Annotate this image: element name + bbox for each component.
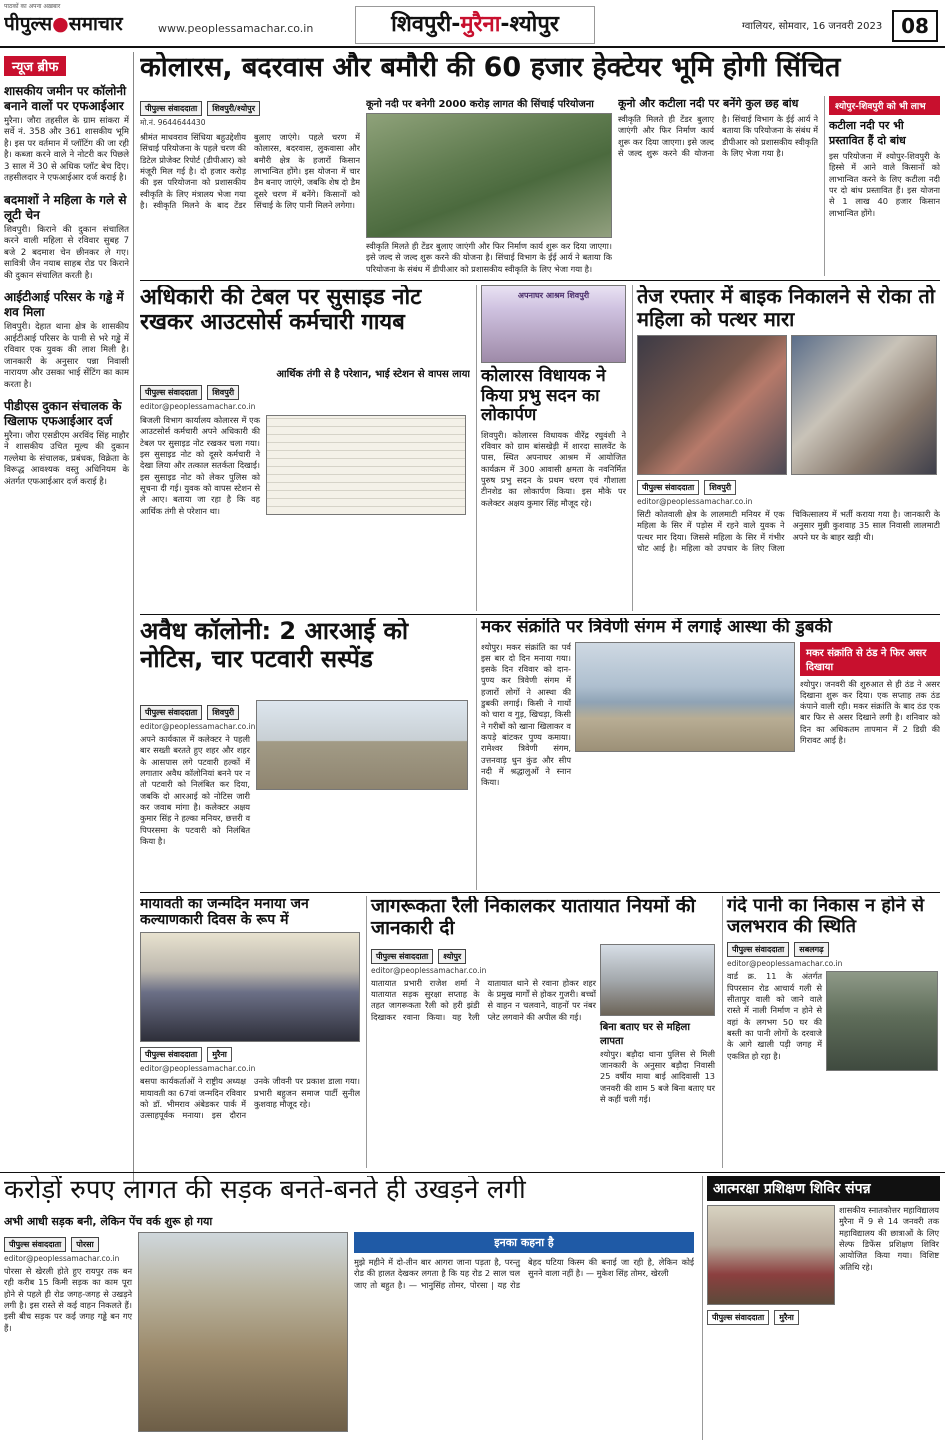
brand-suffix: समाचार xyxy=(68,13,123,35)
story11-headline: आत्मरक्षा प्रशिक्षण शिविर संपन्न xyxy=(707,1176,940,1201)
site-url: www.peoplessamachar.co.in xyxy=(158,22,314,35)
story10-byline: पीपुल्स संवाददाता xyxy=(4,1237,66,1252)
divider xyxy=(140,280,940,281)
brief-text: मुरैना। जौरा एसडीएम अरविंद सिंह माहौर ने शासकीय उचित मूल्य की दुकान गल्लेथा के संचालक, प्रबंधक, विक्रेता के विरूद्ध आवश्यक वस्तु अधिनियम के अंतर्गत एफआईआर दर्ज कराई है। xyxy=(4,430,129,487)
divider xyxy=(140,892,940,893)
story8-side-text: श्योपुर। बड़ौदा थाना पुलिस से मिली जानकारी के अनुसार बड़ौदा निवासी 25 वर्षीय माया बाई आदिवासी 13 जनवरी की शाम 5 बजे बिना बताए घर से कहीं चली गई। xyxy=(600,1048,715,1104)
story1-side-text: इस परियोजना में श्योपुर-शिवपुरी के हिस्से में आने वाले किसानों को लाभान्वित करने के लिए कटीला नदी पर दो बांध प्रस्तावित हैं। इस योजना से 1 लाख 40 हजार किसान लाभान्वित होंगे। xyxy=(829,151,940,218)
self-defense-camp-photo xyxy=(707,1205,835,1305)
photo-banner-text: अपनाघर आश्रम शिवपुरी xyxy=(517,291,590,300)
story9 xyxy=(722,896,940,1168)
story4-body: सिटी कोतवाली क्षेत्र के लालमाटी मनियर में एक महिला के सिर में पड़ोस में रहने वाले युवक ने पत्थर मार दिया। जिससे महिला के सिर में गंभीर चोट आई है। महिला को उपचार के लिए जिला चिकित्सालय में भर्ती कराया गया है। जानकारी के अनुसार मुन्नी कुशवाह 35 साल निवासी लालमाटी अपने घर के बाहर खड़ी थी। xyxy=(637,509,940,553)
story1-side-title: कटीला नदी पर भी प्रस्तावित हैं दो बांध xyxy=(829,119,906,147)
story4-headline: तेज रफ्तार में बाइक निकालने से रोका तो महिला को पत्थर मारा xyxy=(637,285,935,331)
story3-headline: कोलारस विधायक ने किया प्रभु सदन का लोकार्पण xyxy=(481,366,606,426)
suicide-note-photo xyxy=(266,415,466,515)
page-number: 08 xyxy=(892,10,938,42)
news-brief-label: न्यूज ब्रीफ xyxy=(4,56,66,76)
story9-byline: पीपुल्स संवाददाता xyxy=(727,942,789,957)
story8-side-title: बिना बताए घर से महिला लापता xyxy=(600,1021,690,1047)
story6-side-title: मकर संक्रांति से ठंड ने फिर असर दिखाया xyxy=(800,642,940,676)
story11 xyxy=(702,1176,940,1440)
story1-body: श्रीमंत माधवराव सिंधिया बहुउद्देशीय सिंचाई परियोजना के पहले चरण की डिटेल प्रोजेक्ट रिपोर्ट (डीपीआर) को मंजूरी मिल गई है। दो हजार करोड़ की इस परियोजना को प्रशासकीय स्वीकृति के लिए मंत्रालय भेजा गया है। स्वीकृति मिलने के बाद टेंडर बुलाए जाएंगे। पहले चरण में कोलारस, बदरवास, लुकवासा और बमौरी क्षेत्र के हजारों किसान लाभान्वित होंगे। इस योजना में चार डैम बनाए जाएंगे, जबकि शेष दो डैम दूसरे चरण में बनेंगे। किसानों को सिंचाई के लिए पानी मिलने लगेगा। xyxy=(140,132,360,210)
divider xyxy=(0,1172,945,1173)
story5-headline: अवैध कॉलोनी: 2 आरआई को नोटिस, चार पटवारी सस्पेंड xyxy=(140,618,409,673)
story10-body: पोरसा से खेरली होते हुए रायपुर तक बन रही करीब 15 किमी सड़क का काम पूरा होने से पहले ही रोड जगह-जगह से उखड़ने लगी है। इस रास्ते से कई वाहन निकलते हैं। इसी बीच सड़क पर कई जगह गड्ढे बन गए हैं। xyxy=(4,1266,132,1333)
story2-headline: अधिकारी की टेबल पर सुसाइड नोट रखकर आउटसोर्स कर्मचारी गायब xyxy=(140,285,422,336)
story1-byline: पीपुल्स संवाददाता xyxy=(140,101,202,116)
story7-place: मुरैना xyxy=(207,1047,232,1062)
accused-photo xyxy=(791,335,937,475)
masthead xyxy=(0,0,945,48)
story2-body: बिजली विभाग कार्यालय कोलारस में एक आउटसोर्स कर्मचारी अपने अधिकारी की टेबल पर सुसाइड नोट रखकर चला गया। इस सुसाइड नोट को दूसरे कर्मचारी ने देखा लिया और तत्काल सतर्कता दिखाई। इस सुसाइड नोट को लेकर पुलिस को सूचना दी गई। युवक को वापस स्टेशन से ले आए। बताया जा रहा है कि वह आर्थिक तंगी से परेशान था। xyxy=(140,415,260,516)
story2-email: editor@peoplessamachar.co.in xyxy=(140,402,256,411)
story10-quotes: मुझे महीने में दो-तीन बार आगरा जाना पड़ता है, परन्तु रोड की हालत देखकर लगता है कि यह रोड 2 साल चल जाए तो बहुत है। — भानुसिंह तोमर, पोरसा | यह रोड बेहद घटिया किस्म की बनाई जा रही है, लेकिन कोई सुनने वाला नहीं है। — मुकेश सिंह तोमर, खेरली xyxy=(354,1257,694,1290)
story1-side-label: श्योपुर-शिवपुरी को भी लाभ xyxy=(829,96,940,115)
story7-headline: मायावती का जन्मदिन मनाया जन कल्याणकारी दिवस के रूप में xyxy=(140,896,309,929)
story5-byline: पीपुल्स संवाददाता xyxy=(140,705,202,720)
dateline: ग्वालियर, सोमवार, 16 जनवरी 2023 xyxy=(742,21,883,32)
story4-email: editor@peoplessamachar.co.in xyxy=(637,497,753,506)
story9-body: वार्ड क्र. 11 के अंतर्गत पिपरसान रोड आचार्य गली से सीतापुर वाली को जाने वाले रास्ते में नाली निर्माण न होने से वहां के लगभग 50 घर की बस्ती का पानी लोगों के दरवाजे के आगे खाली पड़ी जगह में एकत्रित हो रहा है। xyxy=(727,971,822,1061)
story1-photo-title: कूनो नदी पर बनेगी 2000 करोड़ लागत की सिंचाई परियोजना xyxy=(366,99,594,110)
story7 xyxy=(140,896,360,1168)
story2-content xyxy=(140,366,470,611)
story1-headline: कोलारस, बदरवास और बमौरी की 60 हजार हेक्टेयर भूमि होगी सिंचित xyxy=(140,52,841,83)
banner-morena: मुरैना xyxy=(460,12,501,37)
story8-place: श्योपुर xyxy=(438,949,466,964)
story1-headline-box xyxy=(140,52,940,92)
story5-content xyxy=(140,700,470,888)
story4-byline: पीपुल्स संवाददाता xyxy=(637,480,699,495)
story1-place: शिवपुरी/श्योपुर xyxy=(207,101,260,116)
divider xyxy=(140,614,940,615)
story1-right xyxy=(618,96,818,276)
story1-mobile: मो.नं. 9644644430 xyxy=(140,118,206,127)
story5-email: editor@peoplessamachar.co.in xyxy=(140,722,256,731)
story3-body: शिवपुरी। कोलारस विधायक वीरेंद्र रघुवंशी ने रविवार को ग्राम बांसखेड़ी में शारदा सालवेंट के पास, स्थित अपनाघर आश्रम में आयोजित कार्यक्रम में 300 आवासी क्षमता के नवनिर्मित पुरुष प्रभु सदन के प्रथम चरण एवं गौशाला टीनशेड का लोकार्पण किया। इस मौके पर कलेक्टर अक्षय कुमार सिंह मौजूद रहे। xyxy=(481,429,626,508)
story10-email: editor@peoplessamachar.co.in xyxy=(4,1254,120,1263)
inauguration-photo xyxy=(481,285,626,363)
banner-sheopur: -श्योपुर xyxy=(500,12,559,37)
story6-body: श्योपुर। मकर संक्रांति का पर्व इस बार दो दिन मनाया गया। इसके दिन रविवार को दान-पुण्य कर त्रिवेणी संगम में हजारों लोगों ने आस्था की डुबकी लगाई। किसी ने गायों को चारा व गुड़, खिचड़ा, किसी ने गरीबों को खाना खिलाकर व कपड़े बांटकर पुण्य कमाया। रामेश्वर त्रिवेणी संगम, उत्तनवाड़ धुन कुंड और सीप नदी में श्रद्धालुओं ने स्नान किया। xyxy=(481,641,571,788)
brief-title: बदमाशों ने महिला के गले से लूटी चेन xyxy=(4,192,127,222)
river-bathing-photo xyxy=(575,642,795,752)
story8-byline: पीपुल्स संवाददाता xyxy=(371,949,433,964)
quote-box-label: इनका कहना है xyxy=(354,1232,694,1253)
story2-place: शिवपुरी xyxy=(207,385,239,400)
story11-place: मुरैना xyxy=(774,1310,799,1325)
story8-headline: जागरूकता रैली निकालकर यातायात नियमों की जानकारी दी xyxy=(371,896,696,939)
story1-sidebox xyxy=(824,96,940,276)
brief-text: शिवपुरी। किराने की दुकान संचालित करने वाली महिला से रविवार सुबह 7 बजे 2 बदमाश चेन छीनकर ले गए। सावित्री जैन नयाब साहब रोड पर किराने की दुकान संचालित करती है। xyxy=(4,224,129,281)
story8-email: editor@peoplessamachar.co.in xyxy=(371,965,487,975)
brief-text: शिवपुरी। देहात थाना क्षेत्र के शासकीय आईटीआई परिसर के पानी से भरे गड्ढे में रविवार एक युवक की लाश मिली है। जानकारी के अनुसार पन्ना निवासी नारायण और उसका भाई सेंटिंग का काम करता है। xyxy=(4,322,129,390)
brief-text: मुरैना। जौरा तहसील के ग्राम सांकरा में सर्वे नं. 358 और 361 शासकीय भूमि है। इस पर वर्तमान में प्लॉटिंग की जा रही है। कब्जा करने वाले ने नोटरी कर पिछले 3 साल में 30 से अधिक प्लॉट बेच दिए। तहसीलदार ने एफआईआर दर्ज कराई है। xyxy=(4,116,129,184)
injured-woman-photo xyxy=(637,335,787,475)
story2-byline: पीपुल्स संवाददाता xyxy=(140,385,202,400)
story9-place: सबलगढ़ xyxy=(794,942,828,957)
story8 xyxy=(366,896,716,1168)
story4 xyxy=(632,285,940,611)
brief-title: आईटीआई परिसर के गड्ढे में शव मिला xyxy=(4,290,124,320)
story7-byline: पीपुल्स संवाददाता xyxy=(140,1047,202,1062)
story5-body: अपने कार्यकाल में कलेक्टर ने पहली बार सख्ती बरतते हुए शहर और शहर के आसपास लगे पटवारी हल्कों में लगातार अवैध कॉलोनियां बनने पर न तो पटवारी को निलंबित कर दिया, जबकि दो आरआई को नोटिस जारी कर जवाब मांगा है। कलेक्टर अक्षय कुमार सिंह ने हल्का मनियर, छत्तरी व पिपरसमा के पटवारी को निलंबित किया है। xyxy=(140,734,250,846)
story6-side-text: श्योपुर। जनवरी की शुरुआत से ही ठंड ने असर दिखाना शुरू कर दिया। एक सप्ताह तक ठंड कंपाने वाली रही। मकर संक्रांति के बाद ठंड एक बार फिर से असर दिखाने लगी है। शनिवार को दिन का अधिकतम तापमान में 2 डिग्री की गिरावट आई है। xyxy=(800,678,940,746)
story1-body2: स्वीकृति मिलते ही टेंडर बुलाए जाएंगी और फिर निर्माण कार्य शुरू कर दिया जाएगा। इसे जल्द से जल्द शुरू करने की योजना है। सिंचाई विभाग के ईई आर्य ने बताया कि परियोजना के संबंध में डीपीआर को प्रशासकीय स्वीकृति के लिए भेजा गया है। xyxy=(618,114,818,158)
brand-tagline: पाठकों का अपना अख़बार xyxy=(4,3,61,10)
story10-strap: अभी आधी सड़क बनी, लेकिन पेंच वर्क शुरू हो गया xyxy=(4,1215,213,1228)
story6-headline: मकर संक्रांति पर त्रिवेणी संगम में लगाई आस्था की डुबकी xyxy=(481,618,832,637)
traffic-rally-photo xyxy=(600,944,715,1016)
brief-title: शासकीय जमीन पर कॉलोनी बनाने वालों पर एफआईआर xyxy=(4,84,127,113)
story1-subhead: कूनो और कटीला नदी पर बनेंगे कुल छह बांध xyxy=(618,97,799,110)
story2-headline-box xyxy=(140,285,470,365)
banner-shivpuri: शिवपुरी- xyxy=(391,12,461,37)
story10-content xyxy=(4,1214,694,1440)
story1-photo-box xyxy=(366,96,612,276)
news-brief-column xyxy=(0,52,134,1182)
story10-headline: करोड़ों रुपए लागत की सड़क बनते-बनते ही उखड़ने लगी xyxy=(4,1176,526,1205)
brief-title: पीडीएस दुकान संचालक के खिलाफ एफआईआर दर्ज xyxy=(4,398,122,428)
story11-byline: पीपुल्स संवाददाता xyxy=(707,1310,769,1325)
story2-strap: आर्थिक तंगी से है परेशान, भाई स्टेशन से वापस लाया xyxy=(276,369,470,380)
damaged-road-photo xyxy=(138,1232,348,1432)
story3 xyxy=(476,285,626,611)
story6 xyxy=(476,618,940,890)
story1-left xyxy=(140,96,360,276)
story7-email: editor@peoplessamachar.co.in xyxy=(140,1064,256,1074)
story5-place: शिवपुरी xyxy=(207,705,239,720)
illegal-colony-photo xyxy=(256,700,468,790)
story1-photo-text: स्वीकृति मिलते ही टेंडर बुलाए जाएंगी और फिर निर्माण कार्य शुरू कर दिया जाएगा। इसे जल्द से जल्द शुरू करने की योजना है। सिंचाई विभाग के ईई आर्य ने बताया कि परियोजना के संबंध में डीपीआर को प्रशासकीय स्वीकृति के लिए भेजा गया है। xyxy=(366,241,612,274)
birthday-event-photo xyxy=(140,932,360,1042)
story7-body: बसपा कार्यकर्ताओं ने राष्ट्रीय अध्यक्ष मायावती का 67वां जन्मदिन रविवार को डॉ. भीमराव अंबेडकर पार्क में उत्साहपूर्वक मनाया। इस दौरान उनके जीवनी पर प्रकाश डाला गया। प्रभारी बहुजन समाज पार्टी सुनील कुशवाह मौजूद रहे। xyxy=(140,1076,360,1121)
river-landscape-photo xyxy=(366,113,612,238)
story9-email: editor@peoplessamachar.co.in xyxy=(727,959,843,969)
story5-headline-box xyxy=(140,618,470,698)
waterlogging-photo xyxy=(826,971,938,1071)
story11-body: शासकीय स्नातकोत्तर महाविद्यालय मुरैना में 9 से 14 जनवरी तक महाविद्यालय की छात्राओं के लिए सेल्फ डिफेंस प्रशिक्षण शिविर आयोजित किया गया। विशिष्ट अतिथि रहे। xyxy=(839,1205,939,1272)
story4-place: शिवपुरी xyxy=(704,480,736,495)
story9-headline: गंदे पानी का निकास न होने से जलभराव की स्थिति xyxy=(727,896,924,937)
section-banner xyxy=(355,6,595,44)
story8-body: यातायात प्रभारी राजेश शर्मा ने यातायात सड़क सुरक्षा सप्ताह के तहत जागरूकता रैली को हरी झंडी दिखाकर रवाना किया। यह रैली यातायात थाने से रवाना होकर शहर के प्रमुख मार्गों से होकर गुजरी। बच्चों से वाहन न चलवाने, वाहनों पर नंबर प्लेट लगवाने की अपील की गई। xyxy=(371,977,596,1022)
brand-logo: पाठकों का अपना अख़बार पीपुल्स●समाचार xyxy=(4,2,154,46)
story10-place: पोरसा xyxy=(71,1237,98,1252)
brand-prefix: पीपुल्स xyxy=(4,13,53,35)
